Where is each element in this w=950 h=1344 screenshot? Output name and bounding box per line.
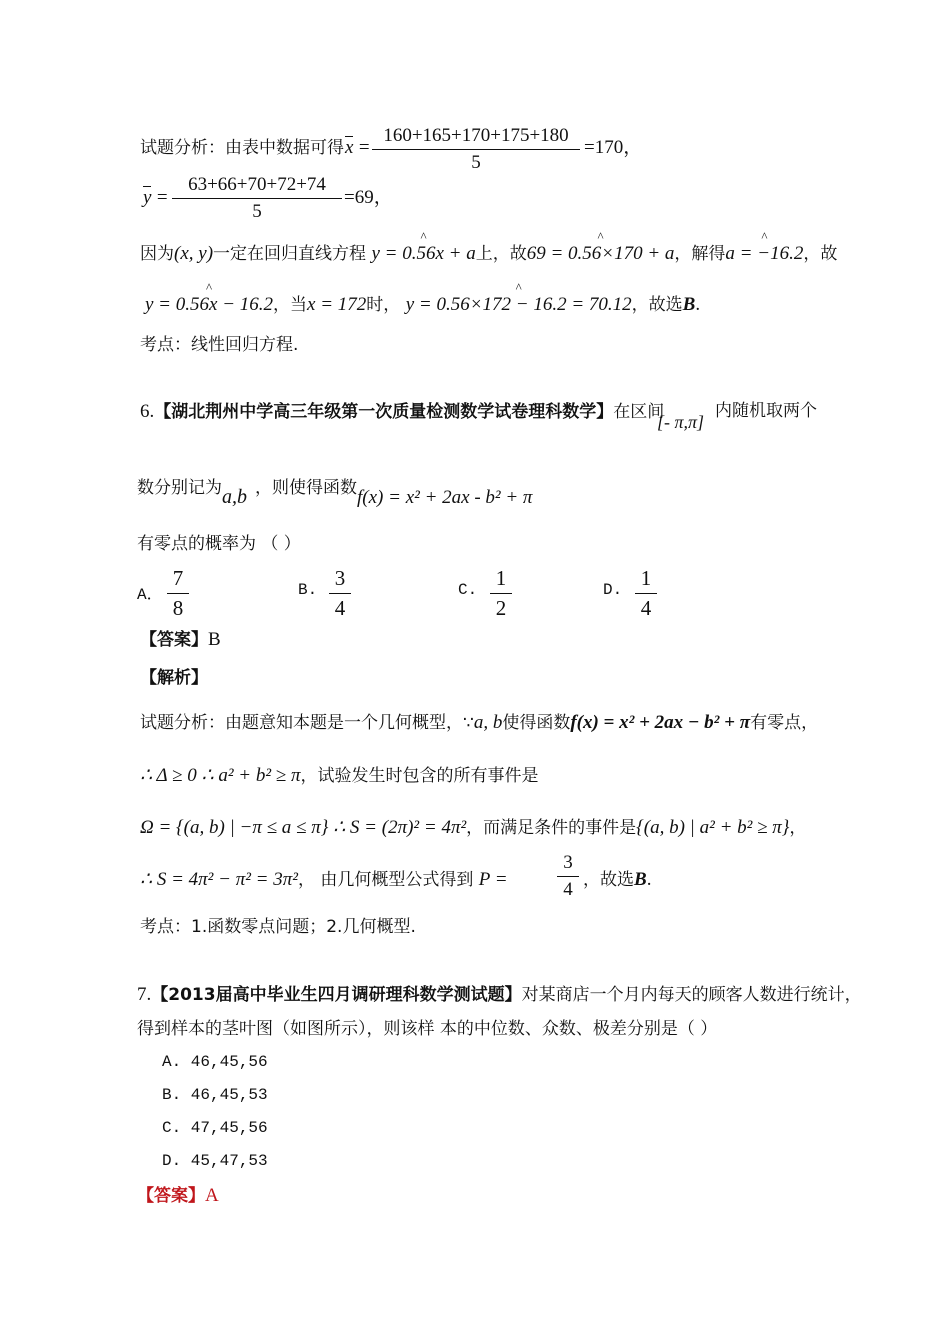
q6-choice-c-fraction[interactable]: 1 2 [490,566,512,621]
q5-y-result: =69， [344,187,393,208]
q5-kaodian: 考点：线性回归方程. [140,335,299,355]
q6-stem-line3: 有零点的概率为 （ ） [137,534,301,554]
q7-choice-d[interactable]: D. 45,47,53 [162,1152,268,1170]
q5-solution-intro: 试题分析：由表中数据可得 [140,138,344,158]
q6-analysis-tag: 【解析】 [140,668,208,688]
q7-stem-line2: 得到样本的茎叶图（如图所示），则该样 本的中位数、众数、极差分别是（ ） [137,1019,718,1039]
q5-xbar: x = [345,137,370,158]
q6-stem-line2b: ，则使得函数 [255,478,357,498]
q6-kaodian: 考点：1.函数零点问题；2.几何概型. [140,917,416,937]
q6-choice-a-label[interactable]: A． [137,586,163,604]
q6-sol-line1: 试题分析：由题意知本题是一个几何概型，∵a, b使得函数f(x) = x² + 2ax − b² + π有零点， [140,712,819,733]
q6-interval: [- π,π] [657,412,705,432]
q6-stem-line1: 6.【湖北荆州中学高三年级第一次质量检测数学试卷理科数学】在区间 [140,401,665,422]
q5-x-result: =170， [584,137,643,158]
q7-choice-b[interactable]: B. 46,45,53 [162,1086,268,1104]
q6-choice-a-fraction[interactable]: 7 8 [167,566,189,621]
q5-fraction-y: 63+66+70+72+74 5 [172,174,342,223]
q6-vars: a,b [222,486,247,508]
q5-line4: ^ y = 0.56x − 16.2，当x = 172时， ^ y = 0.56×172 − 16.2 = 70.12，故选B. [145,294,700,317]
q5-ybar: y = [143,187,168,208]
q6-stem-line2: 数分别记为 [137,478,222,498]
q6-answer: 【答案】B [140,629,221,650]
q6-probability-fraction: 3 4 [557,852,579,901]
q5-fraction-x: 160+165+170+175+180 5 [372,125,580,174]
q6-choice-d-fraction[interactable]: 1 4 [635,566,657,621]
q7-answer: 【答案】A [137,1185,219,1206]
q6-choice-b-label[interactable]: B. [298,581,318,599]
q7-choice-a[interactable]: A. 46,45,56 [162,1053,268,1071]
q5-line3: 因为(x, y)一定在回归直线方程 ^ y = 0.56x + a上，故^ 69 = 0.56×170 + a，解得^ a = −16.2，故 [140,243,837,266]
q6-choice-b-fraction[interactable]: 3 4 [329,566,351,621]
q6-choice-c-label[interactable]: C. [458,581,478,599]
q6-sol-line3: Ω = {(a, b) | −π ≤ a ≤ π} ∴ S = (2π)² = 4π²，而满足条件的事件是{(a, b) | a² + b² ≥ π}， [140,817,807,838]
q6-sol-line4: ∴ S = 4π² − π² = 3π²， 由几何概型公式得到 P = [140,869,508,890]
q6-function: f(x) = x² + 2ax - b² + π [357,487,533,508]
q6-stem-line1-end: 内随机取两个 [715,401,817,421]
q7-stem-line1: 7.【2013届高中毕业生四月调研理科数学测试题】对某商店一个月内每天的顾客人数进行统计， [137,984,862,1005]
q6-sol-line2: ∴ Δ ≥ 0 ∴ a² + b² ≥ π，试验发生时包含的所有事件是 [140,765,539,786]
q6-sol-line4-end: ，故选B. [583,869,652,890]
q7-choice-c[interactable]: C. 47,45,56 [162,1119,268,1137]
q6-choice-d-label[interactable]: D. [603,581,623,599]
